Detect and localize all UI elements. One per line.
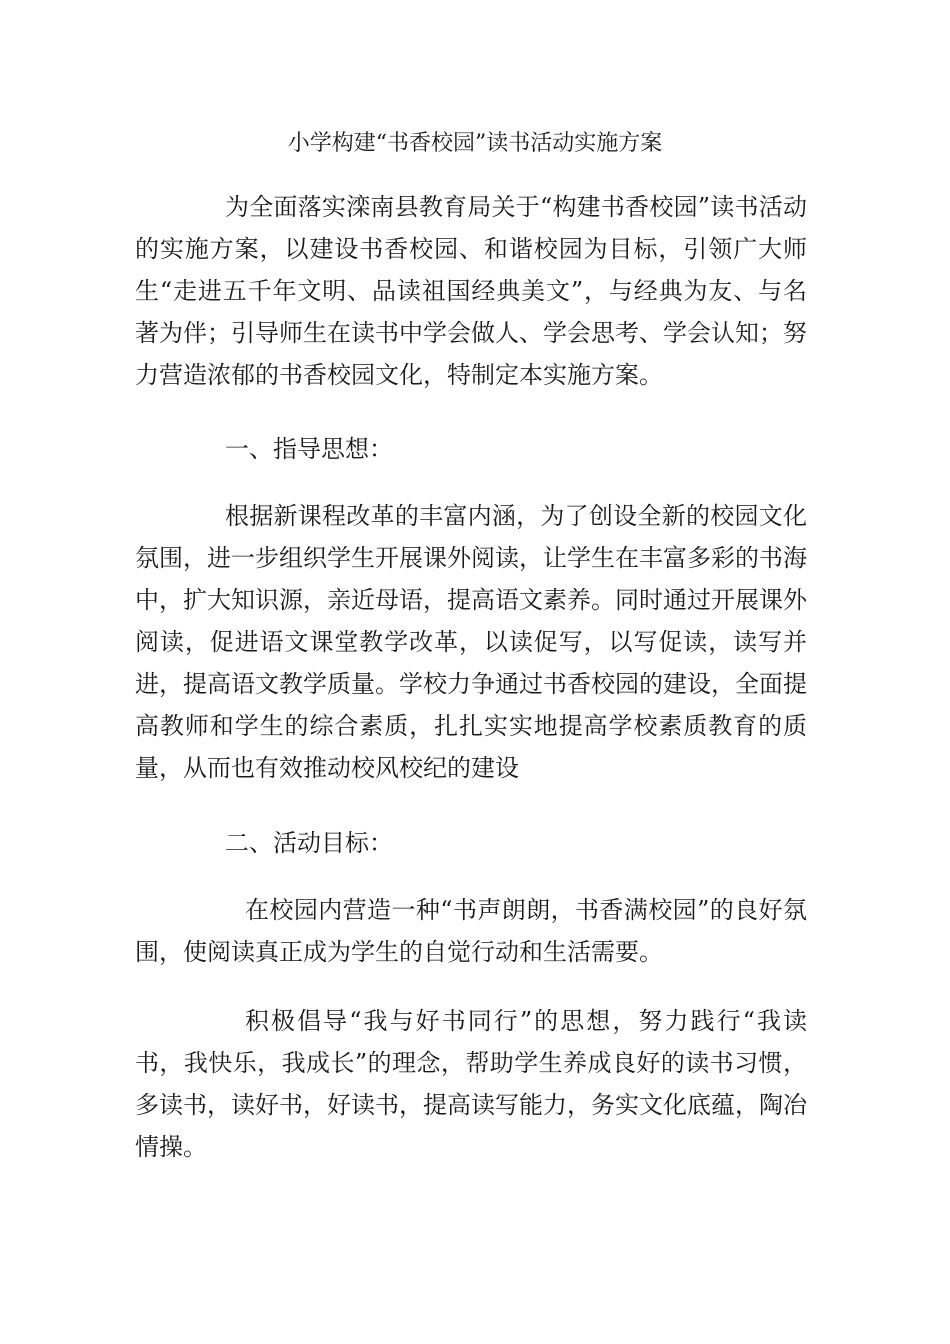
activity-goal-paragraph-2: 积极倡导“我与好书同行”的思想，努力践行“我读书，我快乐，我成长”的理念，帮助学生养成良好的读书习惯，多读书，读好书，好读书，提高读写能力，务实文化底蕴，陶冶情操。 xyxy=(135,1007,807,1161)
guiding-ideology-paragraph: 根据新课程改革的丰富内涵，为了创设全新的校园文化氛围，进一步组织学生开展课外阅读，让学生在丰富多彩的书海中，扩大知识源，亲近母语，提高语文素养。同时通过开展课外阅读，促进语文课堂教学改革，以读促写，以写促读，读写并进，提高语文教学质量。学校力争通过书香校园的建设，全面提高教师和学生的综合素质，扎扎实实地提高学校素质教育的质量，从而也有效推动校风校纪的建设 xyxy=(135,502,807,782)
activity-goal-paragraph-1: 在校园内营造一种“书声朗朗，书香满校园”的良好氛围，使阅读真正成为学生的自觉行动和生活需要。 xyxy=(135,896,807,966)
intro-paragraph: 为全面落实滦南县教育局关于“构建书香校园”读书活动的实施方案，以建设书香校园、和谐校园为目标，引领广大师生“走进五千年文明、品读祖国经典美文”，与经典为友、与名著为伴；引导师生在读书中学会做人、学会思考、学会认知；努力营造浓郁的书香校园文化，特制定本实施方案。 xyxy=(135,193,807,389)
section-heading-activity-goals: 二、活动目标： xyxy=(225,829,393,857)
section-heading-guiding-ideology: 一、指导思想： xyxy=(225,435,393,463)
document-title: 小学构建“书香校园”读书活动实施方案 xyxy=(287,131,663,156)
